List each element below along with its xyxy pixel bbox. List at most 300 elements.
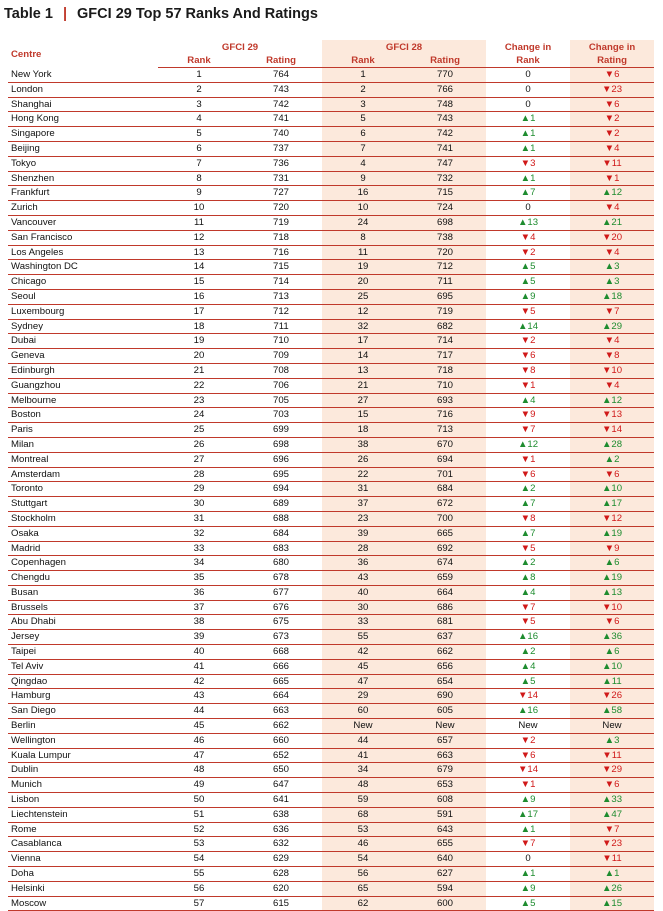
cell-rank-28: 31	[322, 482, 404, 497]
cell-rating-29: 708	[240, 363, 322, 378]
cell-rating-28: 656	[404, 659, 486, 674]
cell-change-rating: ▲3	[570, 275, 654, 290]
cell-rank-28: 11	[322, 245, 404, 260]
table-label: Table	[4, 6, 41, 22]
cell-change-rank: ▲16	[486, 630, 570, 645]
table-row	[8, 378, 654, 393]
cell-change-rating: ▼13	[570, 408, 654, 423]
cell-rating-28: 766	[404, 82, 486, 97]
cell-change-rating: ▼29	[570, 763, 654, 778]
cell-rating-29: 638	[240, 807, 322, 822]
cell-rating-29: 731	[240, 171, 322, 186]
cell-rating-29: 698	[240, 437, 322, 452]
cell-rank-29: 30	[158, 497, 240, 512]
table-row	[8, 615, 654, 630]
cell-change-rank: ▲17	[486, 807, 570, 822]
cell-change-rating: ▼11	[570, 156, 654, 171]
cell-change-rank: ▲1	[486, 127, 570, 142]
cell-change-rating: ▼11	[570, 852, 654, 867]
cell-rating-28: 693	[404, 393, 486, 408]
cell-rank-29: 44	[158, 704, 240, 719]
header-centre: Centre	[11, 48, 42, 60]
cell-rank-28: 47	[322, 674, 404, 689]
title-separator: |	[62, 6, 67, 22]
cell-rank-28: 19	[322, 260, 404, 275]
cell-change-rank: ▲12	[486, 437, 570, 452]
cell-rating-29: 676	[240, 600, 322, 615]
header-rating-29: Rating	[240, 54, 322, 68]
cell-rank-29: 1	[158, 68, 240, 83]
table-row	[8, 349, 654, 364]
header-rating-28: Rating	[404, 54, 486, 68]
cell-rating-29: 713	[240, 289, 322, 304]
cell-rank-28: 10	[322, 201, 404, 216]
cell-centre: Toronto	[8, 482, 158, 497]
table-row	[8, 482, 654, 497]
cell-change-rank: ▼5	[486, 541, 570, 556]
header-change-rating: Rating	[570, 54, 654, 68]
cell-rating-29: 636	[240, 822, 322, 837]
cell-change-rank: ▲13	[486, 215, 570, 230]
cell-change-rank: ▲2	[486, 556, 570, 571]
cell-change-rank: ▼2	[486, 245, 570, 260]
cell-rating-28: 674	[404, 556, 486, 571]
cell-centre: Guangzhou	[8, 378, 158, 393]
cell-rank-28: 16	[322, 186, 404, 201]
table-row	[8, 793, 654, 808]
cell-centre: San Diego	[8, 704, 158, 719]
cell-change-rank: ▼7	[486, 600, 570, 615]
cell-rating-29: 666	[240, 659, 322, 674]
cell-centre: Hong Kong	[8, 112, 158, 127]
cell-rank-29: 20	[158, 349, 240, 364]
cell-rank-28: 8	[322, 230, 404, 245]
cell-change-rank: ▲4	[486, 393, 570, 408]
cell-rating-29: 764	[240, 68, 322, 83]
table-row	[8, 171, 654, 186]
cell-change-rank: ▲1	[486, 822, 570, 837]
cell-centre: Los Angeles	[8, 245, 158, 260]
table-row	[8, 112, 654, 127]
cell-rating-28: New	[404, 719, 486, 734]
cell-rating-29: 647	[240, 778, 322, 793]
cell-rating-28: 686	[404, 600, 486, 615]
cell-change-rating: ▼2	[570, 127, 654, 142]
cell-rank-28: 1	[322, 68, 404, 83]
cell-change-rating: ▲29	[570, 319, 654, 334]
cell-change-rank: ▲14	[486, 319, 570, 334]
cell-rank-28: 33	[322, 615, 404, 630]
cell-rank-28: 62	[322, 896, 404, 911]
table-row	[8, 467, 654, 482]
cell-change-rank: ▲8	[486, 571, 570, 586]
cell-centre: Kuala Lumpur	[8, 748, 158, 763]
cell-centre: Montreal	[8, 452, 158, 467]
cell-centre: Munich	[8, 778, 158, 793]
header-rank-28: Rank	[322, 54, 404, 68]
cell-change-rating: ▼4	[570, 141, 654, 156]
cell-rank-28: 26	[322, 452, 404, 467]
table-row	[8, 541, 654, 556]
cell-rating-29: 665	[240, 674, 322, 689]
cell-change-rating: ▼23	[570, 837, 654, 852]
cell-centre: Sydney	[8, 319, 158, 334]
table-row	[8, 363, 654, 378]
table-row	[8, 289, 654, 304]
cell-rank-29: 48	[158, 763, 240, 778]
cell-rank-29: 31	[158, 511, 240, 526]
cell-change-rating: ▲12	[570, 393, 654, 408]
cell-rank-29: 19	[158, 334, 240, 349]
cell-change-rating: ▲2	[570, 452, 654, 467]
cell-rating-29: 710	[240, 334, 322, 349]
cell-centre: Geneva	[8, 349, 158, 364]
cell-rating-28: 701	[404, 467, 486, 482]
cell-centre: Berlin	[8, 719, 158, 734]
cell-rank-28: 3	[322, 97, 404, 112]
cell-rank-29: 41	[158, 659, 240, 674]
cell-change-rating: ▲1	[570, 867, 654, 882]
cell-rank-29: 50	[158, 793, 240, 808]
cell-rating-28: 711	[404, 275, 486, 290]
cell-rank-29: 25	[158, 423, 240, 438]
cell-change-rank: ▲5	[486, 275, 570, 290]
cell-centre: Qingdao	[8, 674, 158, 689]
table-row	[8, 156, 654, 171]
cell-change-rating: ▲26	[570, 881, 654, 896]
cell-centre: Tel Aviv	[8, 659, 158, 674]
table-row	[8, 867, 654, 882]
cell-change-rating: ▲6	[570, 645, 654, 660]
cell-rating-28: 690	[404, 689, 486, 704]
cell-centre: Zurich	[8, 201, 158, 216]
cell-change-rating: ▲17	[570, 497, 654, 512]
cell-rank-29: 54	[158, 852, 240, 867]
cell-rank-28: 41	[322, 748, 404, 763]
cell-centre: Stockholm	[8, 511, 158, 526]
cell-rank-28: 5	[322, 112, 404, 127]
cell-change-rank: ▼2	[486, 334, 570, 349]
cell-rating-28: 684	[404, 482, 486, 497]
table-row	[8, 437, 654, 452]
cell-rating-28: 637	[404, 630, 486, 645]
cell-rank-29: 43	[158, 689, 240, 704]
cell-rank-28: 25	[322, 289, 404, 304]
cell-rank-29: 57	[158, 896, 240, 911]
cell-rank-28: 12	[322, 304, 404, 319]
cell-rank-29: 37	[158, 600, 240, 615]
cell-centre: Frankfurt	[8, 186, 158, 201]
cell-centre: Brussels	[8, 600, 158, 615]
cell-rank-29: 33	[158, 541, 240, 556]
table-title-text: GFCI 29 Top 57 Ranks And Ratings	[77, 6, 318, 22]
cell-rank-28: 22	[322, 467, 404, 482]
cell-centre: Boston	[8, 408, 158, 423]
cell-rating-28: 662	[404, 645, 486, 660]
cell-rank-28: 65	[322, 881, 404, 896]
cell-rank-28: 55	[322, 630, 404, 645]
cell-rank-29: 29	[158, 482, 240, 497]
cell-change-rating: ▼7	[570, 304, 654, 319]
cell-rating-28: 718	[404, 363, 486, 378]
cell-rating-29: 737	[240, 141, 322, 156]
cell-rating-28: 770	[404, 68, 486, 83]
cell-change-rating: ▼4	[570, 334, 654, 349]
cell-change-rank: ▲2	[486, 482, 570, 497]
cell-rating-28: 748	[404, 97, 486, 112]
cell-rank-29: 47	[158, 748, 240, 763]
cell-rank-28: 20	[322, 275, 404, 290]
cell-centre: Melbourne	[8, 393, 158, 408]
table-row	[8, 511, 654, 526]
table-row	[8, 674, 654, 689]
cell-rating-29: 664	[240, 689, 322, 704]
cell-rank-28: 30	[322, 600, 404, 615]
header-change-in-rank: Change in	[504, 42, 552, 53]
table-number: 1	[44, 6, 53, 22]
cell-rating-28: 694	[404, 452, 486, 467]
cell-rating-28: 714	[404, 334, 486, 349]
header-rank-29: Rank	[158, 54, 240, 68]
cell-change-rank: ▼6	[486, 349, 570, 364]
cell-rating-29: 615	[240, 896, 322, 911]
cell-rank-29: 4	[158, 112, 240, 127]
cell-centre: Paris	[8, 423, 158, 438]
cell-change-rank: ▲4	[486, 659, 570, 674]
cell-change-rank: ▲7	[486, 526, 570, 541]
cell-change-rating: ▲36	[570, 630, 654, 645]
cell-rating-29: 714	[240, 275, 322, 290]
cell-change-rank: 0	[486, 68, 570, 83]
cell-centre: Dublin	[8, 763, 158, 778]
table-row	[8, 230, 654, 245]
cell-rank-29: 35	[158, 571, 240, 586]
cell-change-rating: ▼6	[570, 615, 654, 630]
cell-change-rating: ▲3	[570, 733, 654, 748]
cell-rank-28: 17	[322, 334, 404, 349]
cell-rating-29: 673	[240, 630, 322, 645]
cell-centre: Vienna	[8, 852, 158, 867]
cell-rating-28: 719	[404, 304, 486, 319]
cell-change-rating: ▲19	[570, 571, 654, 586]
cell-change-rating: ▼8	[570, 349, 654, 364]
cell-rank-29: 6	[158, 141, 240, 156]
cell-change-rank: 0	[486, 82, 570, 97]
cell-change-rank: ▼3	[486, 156, 570, 171]
cell-rank-29: 52	[158, 822, 240, 837]
cell-change-rank: ▼7	[486, 837, 570, 852]
cell-centre: Singapore	[8, 127, 158, 142]
cell-centre: Copenhagen	[8, 556, 158, 571]
cell-rank-28: New	[322, 719, 404, 734]
cell-rating-28: 742	[404, 127, 486, 142]
table-row	[8, 319, 654, 334]
cell-centre: New York	[8, 68, 158, 83]
cell-rating-28: 692	[404, 541, 486, 556]
cell-rank-28: 44	[322, 733, 404, 748]
table-row	[8, 215, 654, 230]
cell-rating-28: 713	[404, 423, 486, 438]
cell-rating-28: 743	[404, 112, 486, 127]
cell-rank-29: 56	[158, 881, 240, 896]
table-row	[8, 408, 654, 423]
table-row	[8, 896, 654, 911]
cell-change-rating: ▲28	[570, 437, 654, 452]
table-row	[8, 127, 654, 142]
cell-change-rank: ▲2	[486, 645, 570, 660]
cell-change-rating: ▲21	[570, 215, 654, 230]
cell-rating-28: 716	[404, 408, 486, 423]
cell-change-rank: ▲5	[486, 260, 570, 275]
cell-centre: Casablanca	[8, 837, 158, 852]
cell-change-rating: ▼4	[570, 201, 654, 216]
cell-centre: Beijing	[8, 141, 158, 156]
cell-rating-29: 706	[240, 378, 322, 393]
cell-change-rank: ▼7	[486, 423, 570, 438]
cell-centre: Osaka	[8, 526, 158, 541]
cell-rank-29: 42	[158, 674, 240, 689]
table-row	[8, 763, 654, 778]
table-row	[8, 837, 654, 852]
cell-change-rank: ▲5	[486, 896, 570, 911]
cell-rank-28: 37	[322, 497, 404, 512]
cell-centre: Vancouver	[8, 215, 158, 230]
table-row	[8, 585, 654, 600]
cell-centre: Wellington	[8, 733, 158, 748]
cell-rating-29: 677	[240, 585, 322, 600]
table-row	[8, 630, 654, 645]
cell-rank-29: 46	[158, 733, 240, 748]
cell-rank-29: 16	[158, 289, 240, 304]
cell-rank-29: 10	[158, 201, 240, 216]
cell-rank-28: 23	[322, 511, 404, 526]
cell-rank-29: 15	[158, 275, 240, 290]
cell-rating-28: 670	[404, 437, 486, 452]
cell-centre: Doha	[8, 867, 158, 882]
cell-change-rank: ▼9	[486, 408, 570, 423]
cell-change-rating: ▼6	[570, 97, 654, 112]
cell-rating-29: 650	[240, 763, 322, 778]
cell-change-rank: 0	[486, 852, 570, 867]
cell-change-rank: ▼14	[486, 763, 570, 778]
cell-rank-29: 27	[158, 452, 240, 467]
cell-rank-28: 39	[322, 526, 404, 541]
cell-change-rank: ▲1	[486, 867, 570, 882]
table-row	[8, 822, 654, 837]
cell-rating-29: 696	[240, 452, 322, 467]
cell-change-rank: ▲5	[486, 674, 570, 689]
cell-change-rating: ▼10	[570, 600, 654, 615]
cell-rating-28: 695	[404, 289, 486, 304]
cell-centre: Hamburg	[8, 689, 158, 704]
cell-rank-28: 18	[322, 423, 404, 438]
cell-centre: Helsinki	[8, 881, 158, 896]
table-row	[8, 852, 654, 867]
cell-centre: Dubai	[8, 334, 158, 349]
cell-rating-28: 741	[404, 141, 486, 156]
cell-rating-29: 705	[240, 393, 322, 408]
cell-rating-29: 629	[240, 852, 322, 867]
cell-change-rating: ▼9	[570, 541, 654, 556]
table-row	[8, 881, 654, 896]
cell-change-rating: ▲11	[570, 674, 654, 689]
cell-change-rank: 0	[486, 97, 570, 112]
table-row	[8, 600, 654, 615]
table-row	[8, 807, 654, 822]
cell-rank-29: 51	[158, 807, 240, 822]
cell-rank-28: 32	[322, 319, 404, 334]
cell-rank-29: 34	[158, 556, 240, 571]
cell-rank-29: 45	[158, 719, 240, 734]
cell-change-rank: ▲1	[486, 171, 570, 186]
cell-rating-29: 678	[240, 571, 322, 586]
cell-centre: San Francisco	[8, 230, 158, 245]
table-row	[8, 82, 654, 97]
table-title	[4, 6, 318, 22]
cell-change-rating: ▼14	[570, 423, 654, 438]
cell-change-rank: ▼14	[486, 689, 570, 704]
cell-rating-28: 672	[404, 497, 486, 512]
cell-centre: Taipei	[8, 645, 158, 660]
table-row	[8, 452, 654, 467]
cell-rating-28: 682	[404, 319, 486, 334]
cell-rating-28: 653	[404, 778, 486, 793]
table-row	[8, 423, 654, 438]
cell-rank-29: 39	[158, 630, 240, 645]
cell-change-rating: ▲3	[570, 260, 654, 275]
cell-rank-28: 43	[322, 571, 404, 586]
cell-rating-29: 741	[240, 112, 322, 127]
cell-centre: Seoul	[8, 289, 158, 304]
cell-rank-29: 49	[158, 778, 240, 793]
cell-rank-28: 15	[322, 408, 404, 423]
cell-change-rank: ▲7	[486, 497, 570, 512]
cell-rank-29: 18	[158, 319, 240, 334]
cell-rating-28: 591	[404, 807, 486, 822]
cell-change-rank: ▼2	[486, 733, 570, 748]
table-row	[8, 275, 654, 290]
cell-centre: Milan	[8, 437, 158, 452]
cell-rank-28: 36	[322, 556, 404, 571]
cell-rating-28: 655	[404, 837, 486, 852]
cell-change-rating: ▲6	[570, 556, 654, 571]
cell-change-rating: ▼4	[570, 245, 654, 260]
cell-rating-29: 703	[240, 408, 322, 423]
cell-change-rating: ▼2	[570, 112, 654, 127]
cell-rank-28: 27	[322, 393, 404, 408]
cell-rank-28: 60	[322, 704, 404, 719]
cell-rating-29: 652	[240, 748, 322, 763]
cell-rank-28: 29	[322, 689, 404, 704]
cell-rating-28: 659	[404, 571, 486, 586]
cell-rank-28: 24	[322, 215, 404, 230]
cell-rank-28: 9	[322, 171, 404, 186]
cell-change-rating: ▲12	[570, 186, 654, 201]
cell-rating-28: 681	[404, 615, 486, 630]
cell-change-rank: ▲9	[486, 289, 570, 304]
ranks-table	[8, 40, 654, 911]
cell-change-rank: ▲4	[486, 585, 570, 600]
table-body	[8, 68, 654, 911]
cell-change-rank: ▼8	[486, 363, 570, 378]
cell-rank-28: 6	[322, 127, 404, 142]
cell-rank-28: 4	[322, 156, 404, 171]
cell-rating-28: 643	[404, 822, 486, 837]
cell-change-rank: 0	[486, 201, 570, 216]
cell-change-rating: ▲13	[570, 585, 654, 600]
table-row	[8, 260, 654, 275]
cell-rating-29: 684	[240, 526, 322, 541]
